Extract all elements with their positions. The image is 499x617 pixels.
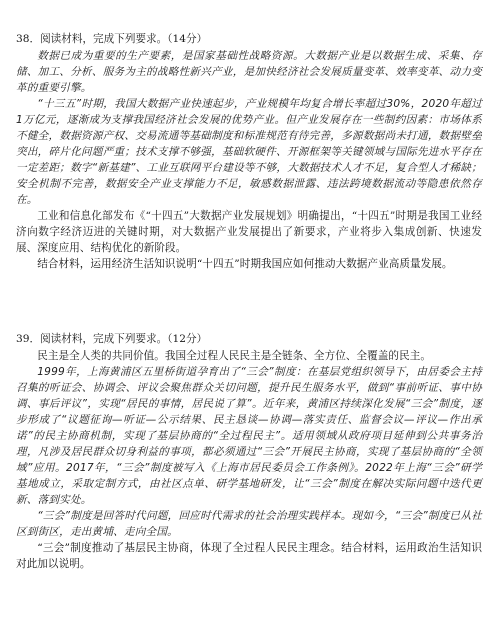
question-38-task: 结合材料，运用经济生活知识说明“十四五”时期我国应如何推动大数据产业高质量发展。 bbox=[37, 258, 453, 270]
question-38 bbox=[16, 32, 482, 272]
question-38-header: 38．阅读材料，完成下列要求。（14分） bbox=[16, 33, 208, 45]
question-39-header: 39．阅读材料，完成下列要求。（12分） bbox=[16, 333, 208, 345]
question-38-material-p3: 工业和信息化部发布《“十四五”大数据产业发展规划》明确提出，“十四五”时期是我国工业经济向数字经济迈进的关键时期，对大数据产业发展提出了新要求，产业将步入集成创新、快速发展、深度应用、结构优化的新阶段。 bbox=[16, 210, 482, 254]
question-39 bbox=[16, 332, 482, 572]
question-39-task: “三会”制度推动了基层民主协商，体现了全过程人民民主理念。结合材料，运用政治生活知识对此加以说明。 bbox=[16, 542, 482, 570]
question-39-material-p1: 民主是全人类的共同价值。我国全过程人民民主是全链条、全方位、全覆盖的民主。 bbox=[37, 350, 432, 362]
question-39-material-p3: “三会”制度是回答时代问题，回应时代需求的社会治理实践样本。现如今，“三会”制度已从社区到街区，走出黄埔、走向全国。 bbox=[16, 510, 482, 538]
question-39-material-p2: 1999年，上海黄浦区五里桥街道孕育出了“三会”制度：在基层党组织领导下，由居委会主持召集的听证会、协调会、评议会聚焦群众关切问题，提升民生服务水平，做到“事前听证、事中协调、事后评议”，实现“居民的事情，居民说了算”。近年来，黄浦区持续深化发展“三会”制度，逐步形成了“议题征询—听证—公示结果、民主恳谈—协调—落实责任、监督会议—评议—作出承诺”的民主协商机制，实现了基层协商的“全过程民主”。适用领域从政府项目延伸到公共事务治理，凡涉及居民群众切身利益的事项，都必须通过“三会”开展民主协商，实现了基层协商的“全领域”应用。2017年，“三会”制度被写入《上海市居民委员会工作条例》。2022年上海“三会”研学基地成立，采取定制方式，由社区点单、研学基地研发，让“三会”制度在解决实际问题中迭代更新、落到实处。 bbox=[16, 366, 482, 506]
question-38-material-p1: 数据已成为重要的生产要素，是国家基础性战略资源。大数据产业是以数据生成、采集、存储、加工、分析、服务为主的战略性新兴产业，是加快经济社会发展质量变革、效率变革、动力变革的重要引擎。 bbox=[16, 50, 482, 94]
question-38-material-p2: “十三五”时期，我国大数据产业快速起步，产业规模年均复合增长率超过30%，2020年超过1万亿元，逐渐成为支撑我国经济社会发展的优势产业。但产业发展存在一些制约因素：市场体系不健全，数据资源产权、交易流通等基础制度和标准规范有待完善，多源数据尚未打通，数据壁垒突出，碎片化问题严重；技术支撑不够强，基础软硬件、开源框架等关键领域与国际先进水平存在一定差距；数字“新基建”、工业互联网平台建设等不够，大数据技术人才不足，复合型人才稀缺；安全机制不完善，数据安全产业支撑能力不足，敏感数据泄露、违法跨境数据流动等隐患依然存在。 bbox=[16, 98, 482, 206]
